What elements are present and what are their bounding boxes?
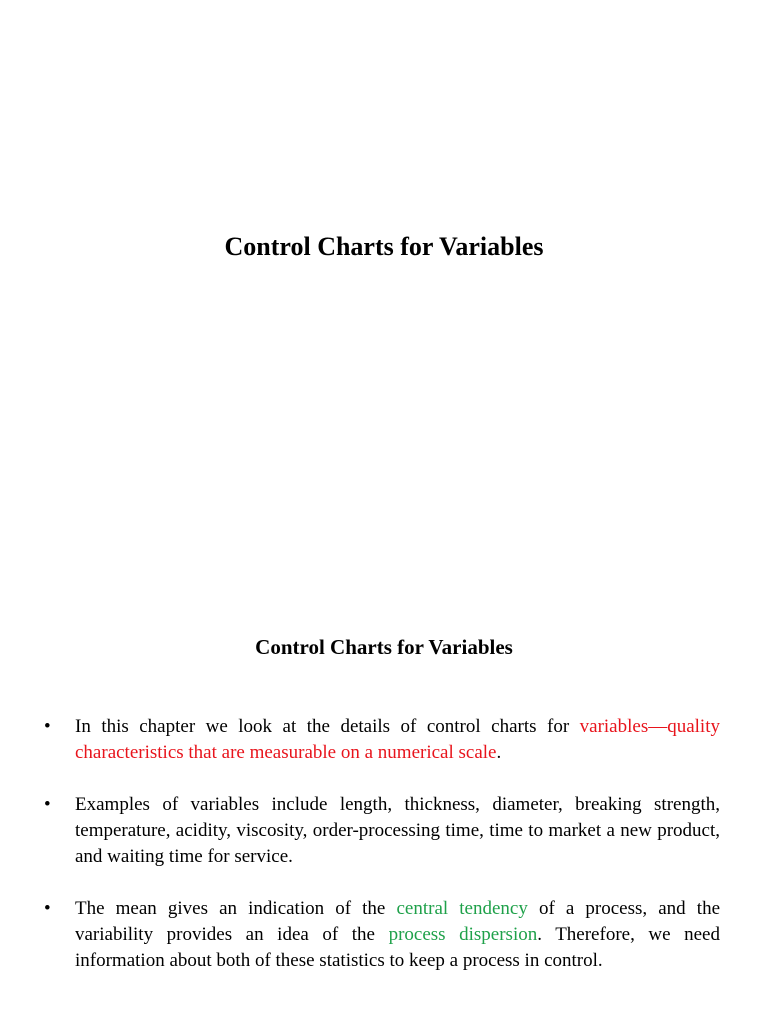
- bullet-text-part: The mean gives an indication of the: [75, 898, 397, 919]
- content-slide-title: Control Charts for Variables: [255, 635, 513, 659]
- bullet-item: [0, 714, 768, 766]
- slide-title: Control Charts for Variables: [224, 232, 544, 261]
- bullet-text-part: of a process, and the variability provides an idea of the: [75, 898, 720, 945]
- highlight-process-dispersion-text: process dispersion: [388, 924, 538, 945]
- bullet-text-part: In this chapter we look at the details of control charts for: [75, 716, 580, 737]
- bullet-icon: •: [44, 794, 51, 815]
- highlight-central-tendency-text: central tendency: [396, 898, 528, 919]
- bullet-text-part: .: [496, 742, 502, 763]
- bullet-list: [0, 714, 768, 1000]
- bullet-text-part: . Therefore, we need information about both of these statistics to keep a process in control.: [75, 924, 720, 971]
- bullet-icon: •: [44, 716, 51, 737]
- bullet-item: [0, 792, 768, 870]
- title-slide: [0, 0, 768, 500]
- bullet-icon: •: [44, 898, 51, 919]
- content-slide: [0, 600, 768, 1024]
- bullet-text-part: Examples of variables include length, thickness, diameter, breaking strength, temperature, acidity, viscosity, order-processing time, time to market a new product, and waiting time for service.: [75, 794, 720, 867]
- bullet-item: [0, 896, 768, 974]
- highlight-variables-text: variables—quality characteristics that are measurable on a numerical scale: [75, 716, 720, 763]
